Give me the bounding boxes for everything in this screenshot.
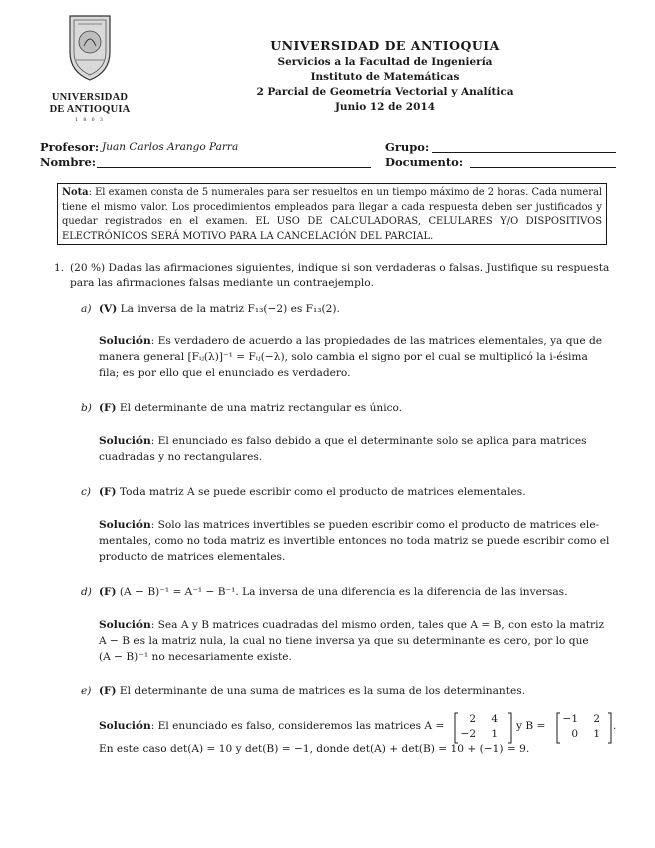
item-b-statement: El determinante de una matriz rectangular es único. — [119, 402, 403, 414]
item-d-mark: (F) — [99, 586, 117, 598]
item-b-statement-line — [99, 401, 402, 417]
item-e-statement-line — [99, 684, 525, 700]
faculty-line: Servicios a la Facultad de Ingeniería — [277, 56, 493, 68]
item-c-solution-text1: : Solo las matrices invertibles se pueden escribir como el producto de matrices ele- — [150, 519, 600, 531]
matrix-a-cell: 2 — [469, 713, 476, 725]
item-b-label: b) — [81, 402, 92, 414]
item-e-solution-text1: : El enunciado es falso, consideremos las matrices A = — [150, 720, 445, 732]
matrix-a-cell: 1 — [491, 728, 498, 740]
item-a-mark: (V) — [99, 303, 118, 315]
item-c-solution-line2: mentales, como no toda matriz es invertible entonces no toda matriz se puede escribir como el — [99, 535, 610, 547]
documento-label: Documento: — [385, 155, 464, 169]
matrix-a — [454, 712, 512, 744]
item-b-mark: (F) — [99, 402, 117, 414]
item-e-statement: El determinante de una suma de matrices es la suma de los determinantes. — [119, 685, 526, 697]
item-c-statement-line — [99, 485, 526, 501]
solution-label: Solución — [99, 720, 151, 732]
university-title: UNIVERSIDAD DE ANTIOQUIA — [270, 38, 500, 53]
solution-label: Solución — [99, 335, 151, 347]
matrix-b-cell: −1 — [562, 713, 578, 725]
profesor-value: Juan Carlos Arango Parra — [102, 141, 239, 153]
note-label: Nota — [62, 187, 89, 198]
item-b-solution-text1: : El enunciado es falso debido a que el determinante solo se aplica para matrices — [150, 435, 587, 447]
logo-text-line1: UNIVERSIDAD — [51, 92, 129, 103]
item-b-solution-line2: cuadradas y no rectangulares. — [99, 451, 263, 463]
item-c-statement: Toda matriz A se puede escribir como el producto de matrices elementales. — [119, 486, 526, 498]
matrix-a-cell: −2 — [460, 728, 476, 740]
nombre-label: Nombre: — [40, 155, 97, 169]
item-a-solution-text1: : Es verdadero de acuerdo a las propiedades de las matrices elementales, ya que de — [150, 335, 603, 347]
item-a-statement: La inversa de la matriz F₁₃(−2) es F₁₃(2). — [120, 303, 340, 315]
item-d-solution-line2: A − B es la matriz nula, la cual no tiene inversa ya que su determinante es cero, por lo que — [99, 635, 589, 647]
matrix-a-cell: 4 — [491, 713, 498, 725]
item-d-statement-line — [99, 585, 567, 601]
nombre-field[interactable] — [97, 167, 371, 168]
item-b-solution-line1 — [99, 434, 587, 450]
item-e-solution-end: . — [613, 720, 617, 732]
item-c-solution-line1 — [99, 518, 599, 534]
solution-label: Solución — [99, 519, 151, 531]
grupo-label: Grupo: — [385, 140, 430, 154]
exam-note-box — [57, 183, 607, 245]
university-seal-icon — [64, 12, 116, 82]
item-c-mark: (F) — [99, 486, 117, 498]
item-e-solution-line1 — [99, 719, 444, 735]
item-d-label: d) — [81, 586, 92, 598]
logo-year: 1 8 0 3 — [75, 118, 105, 123]
matrix-b-cell: 2 — [593, 713, 600, 725]
item-d-solution-line3: (A − B)⁻¹ no necesariamente existe. — [99, 651, 292, 663]
item-a-statement-line — [99, 302, 340, 318]
item-a-solution-line1 — [99, 334, 602, 350]
item-a-solution-line3: fila; es por ello que el enunciado es verdadero. — [99, 367, 351, 379]
solution-label: Solución — [99, 435, 151, 447]
exam-title: 2 Parcial de Geometría Vectorial y Analítica — [256, 86, 514, 98]
question-intro-line1: (20 %) Dadas las afirmaciones siguientes, indique si son verdaderas o falsas. Justifique su respuesta — [70, 262, 610, 274]
item-d-solution-line1 — [99, 618, 604, 634]
logo-text-line2: DE ANTIOQUIA — [49, 104, 131, 115]
matrix-b-cell: 0 — [571, 728, 578, 740]
item-c-solution-line3: producto de matrices elementales. — [99, 551, 286, 563]
item-e-solution-line2: En este caso det(A) = 10 y det(B) = −1, donde det(A) + det(B) = 10 + (−1) = 9. — [99, 743, 530, 755]
item-d-statement: (A − B)⁻¹ = A⁻¹ − B⁻¹. La inversa de una diferencia es la diferencia de las inversas. — [119, 586, 568, 598]
question-number: 1. — [54, 262, 65, 274]
exam-date: Junio 12 de 2014 — [334, 101, 436, 113]
institute-line: Instituto de Matemáticas — [310, 71, 460, 83]
solution-label: Solución — [99, 619, 151, 631]
item-c-label: c) — [81, 486, 92, 498]
documento-field[interactable] — [470, 167, 616, 168]
item-e-solution-mid: y B = — [516, 720, 546, 732]
matrix-b-cell: 1 — [593, 728, 600, 740]
item-e-mark: (F) — [99, 685, 117, 697]
item-a-solution-line2: manera general [Fᵢⱼ(λ)]⁻¹ = Fᵢⱼ(−λ), solo cambia el signo por el cual se multiplicó la i-ésima — [99, 351, 588, 363]
grupo-field[interactable] — [432, 152, 616, 153]
profesor-label: Profesor: — [40, 140, 100, 154]
university-logo — [42, 12, 138, 124]
item-a-label: a) — [81, 303, 92, 315]
item-d-solution-text1: : Sea A y B matrices cuadradas del mismo orden, tales que A = B, con esto la matriz — [150, 619, 605, 631]
item-e-label: e) — [81, 685, 92, 697]
question-intro-line2: para las afirmaciones falsas mediante un contraejemplo. — [70, 277, 374, 289]
note-text: : El examen consta de 5 numerales para ser resueltos en un tiempo máximo de 2 horas. Cada numeral tiene el mismo valor. Los procedimientos empleados para llegar a cada respuesta deben ser justificados y quedar registrados en el examen. EL USO DE CALCULADORAS, CELULARES Y/O DISPOSITIVOS ELECTRÓNICOS SERÁ MOTIVO PARA LA CANCELACIÓN DEL PARCIAL. — [62, 187, 602, 242]
matrix-b — [556, 712, 612, 744]
